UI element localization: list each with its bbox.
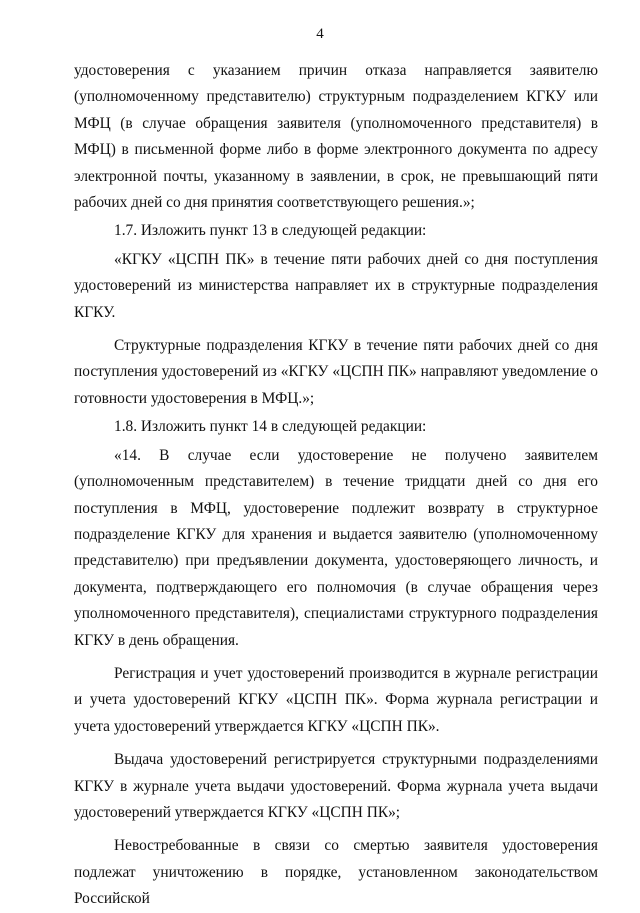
paragraph-destruction: Невостребованные в связи со смертью заявителя удостоверения подлежат уничтожению в порядке, установленном законодательством Российской <box>74 837 598 908</box>
paragraph-registration: Регистрация и учет удостоверений производится в журнале регистрации и учета удостоверений КГКУ «ЦСПН ПК». Форма журнала регистрации и учета удостоверений утверждается КГКУ «ЦСПН ПК». <box>74 664 598 735</box>
paragraph-item-13-text: «КГКУ «ЦСПН ПК» в течение пяти рабочих дней со дня поступления удостоверений из министерства направляет их в структурные подразделения КГКУ. <box>74 250 598 321</box>
page-number: 4 <box>316 26 324 42</box>
paragraph-item-13-subdivisions: Структурные подразделения КГКУ в течение пяти рабочих дней со дня поступления удостоверений из «КГКУ «ЦСПН ПК» направляют уведомление о готовности удостоверения в МФЦ.»; <box>74 337 598 407</box>
document-body <box>74 58 598 913</box>
paragraph-issuance: Выдача удостоверений регистрируется структурными подразделениями КГКУ в журнале учета выдачи удостоверений. Форма журнала учета выдачи удостоверений утверждается КГКУ «ЦСПН ПК»; <box>74 751 598 821</box>
paragraph-item-1-8: 1.8. Изложить пункт 14 в следующей редакции: <box>114 418 427 436</box>
paragraph-continuation: удостоверения с указанием причин отказа направляется заявителю (уполномоченному представителю) структурным подразделением КГКУ или МФЦ (в случае обращения заявителя (уполномоченного представителя) в МФЦ) в письменной форме либо в форме электронного документа по адресу электронной почты, указанному в заявлении, в срок, не превышающий пяти рабочих дней со дня принятия соответствующего решения.»; <box>74 62 598 212</box>
paragraph-item-14-text: «14. В случае если удостоверение не получено заявителем (уполномоченным представителем) в течение тридцати дней со дня его поступления в МФЦ, удостоверение подлежит возврату в структурное подразделение КГКУ для хранения и выдается заявителю (уполномоченному представителю) при предъявлении документа, удостоверяющего личность, и документа, подтверждающего его полномочия (в случае обращения через уполномоченного представителя), специалистами структурного подразделения КГКУ в день обращения. <box>74 446 598 649</box>
paragraph-item-1-7: 1.7. Изложить пункт 13 в следующей редакции: <box>114 222 427 240</box>
